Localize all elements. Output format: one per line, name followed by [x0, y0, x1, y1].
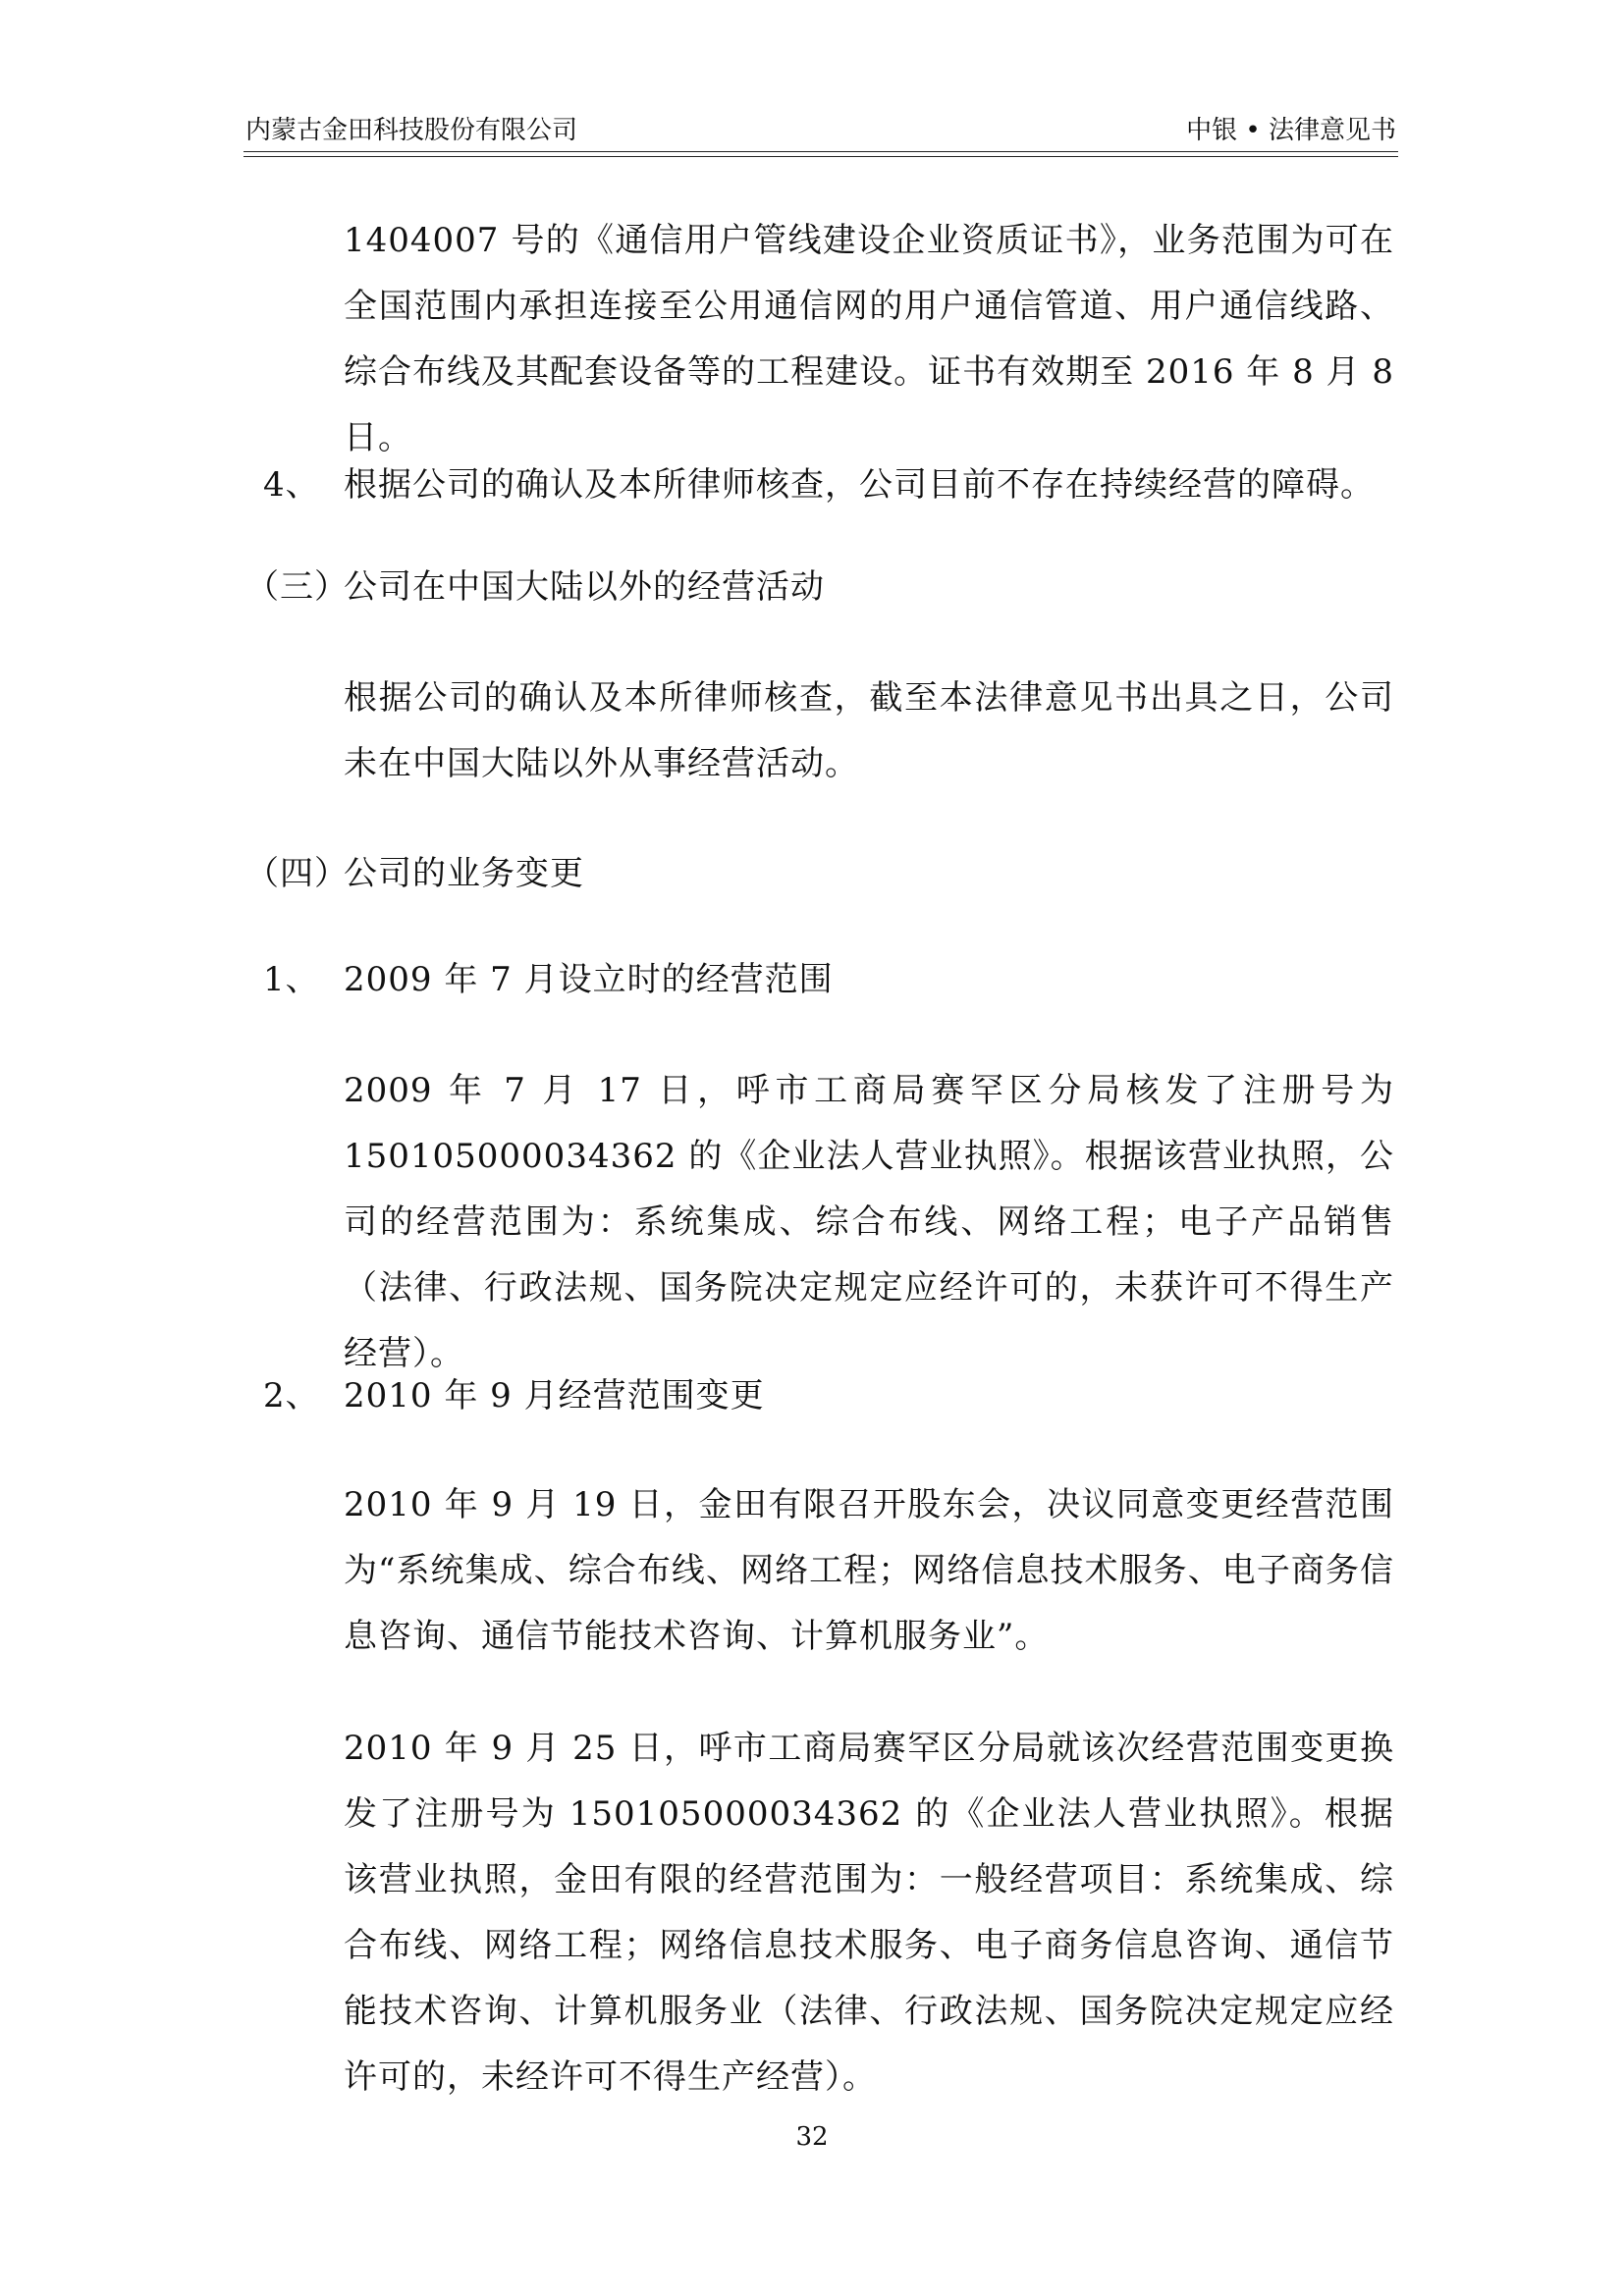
- list-item-4: [263, 463, 1402, 507]
- header-company-name: 内蒙古金田科技股份有限公司: [245, 116, 578, 145]
- section-4-heading: [245, 852, 1384, 895]
- section-3-title: 公司在中国大陆以外的经营活动: [344, 567, 825, 607]
- list-item-2-number: 2、: [263, 1376, 320, 1415]
- page-header: [244, 106, 1398, 155]
- list-item-2-paragraph-2: 2010 年 9 月 25 日，呼市工商局赛罕区分局就该次经营范围变更换发了注册号为 150105000034362 的《企业法人营业执照》。根据该营业执照，金田有限的经营范围为：一般经营项目：系统集成、综合布线、网络工程；网络信息技术服务、电子商务信息咨询、通信节能技术咨询、计算机服务业（法律、行政法规、国务院决定规定应经许可的，未经许可不得生产经营）。: [344, 1729, 1394, 2097]
- section-3-heading: [245, 565, 1384, 609]
- section-3-paragraph: 根据公司的确认及本所律师核查，截至本法律意见书出具之日，公司未在中国大陆以外从事经营活动。: [344, 678, 1394, 783]
- list-item-2: [263, 1374, 1402, 1417]
- list-item-1-number: 1、: [263, 960, 320, 999]
- section-4-number: （四）: [245, 854, 349, 893]
- section-3-number: （三）: [245, 567, 349, 607]
- list-item-1-text: 2009 年 7 月设立时的经营范围: [344, 960, 834, 999]
- list-item-1-paragraph: 2009 年 7 月 17 日，呼市工商局赛罕区分局核发了注册号为150105000034362 的《企业法人营业执照》。根据该营业执照，公司的经营范围为：系统集成、综合布线、网络工程；电子产品销售（法律、行政法规、国务院决定规定应经许可的，未获许可不得生产经营）。: [344, 1071, 1394, 1373]
- page-number: 32: [795, 2122, 829, 2152]
- list-item-2-text: 2010 年 9 月经营范围变更: [344, 1376, 765, 1415]
- header-rule-bottom: [244, 156, 1398, 157]
- continued-paragraph: 1404007 号的《通信用户管线建设企业资质证书》，业务范围为可在全国范围内承担连接至公用通信网的用户通信管道、用户通信线路、综合布线及其配套设备等的工程建设。证书有效期至 2016 年 8 月 8 日。: [344, 221, 1394, 457]
- header-rule-top: [244, 151, 1398, 152]
- list-item-4-text: 根据公司的确认及本所律师核查，公司目前不存在持续经营的障碍。: [344, 465, 1375, 505]
- section-4-title: 公司的业务变更: [344, 854, 584, 893]
- list-item-1: [263, 958, 1402, 1001]
- list-item-2-paragraph-1: 2010 年 9 月 19 日，金田有限召开股东会，决议同意变更经营范围为“系统集成、综合布线、网络工程；网络信息技术服务、电子商务信息咨询、通信节能技术咨询、计算机服务业”。: [344, 1485, 1394, 1656]
- header-document-title: 中银 • 法律意见书: [1186, 116, 1396, 145]
- list-item-4-number: 4、: [263, 465, 320, 505]
